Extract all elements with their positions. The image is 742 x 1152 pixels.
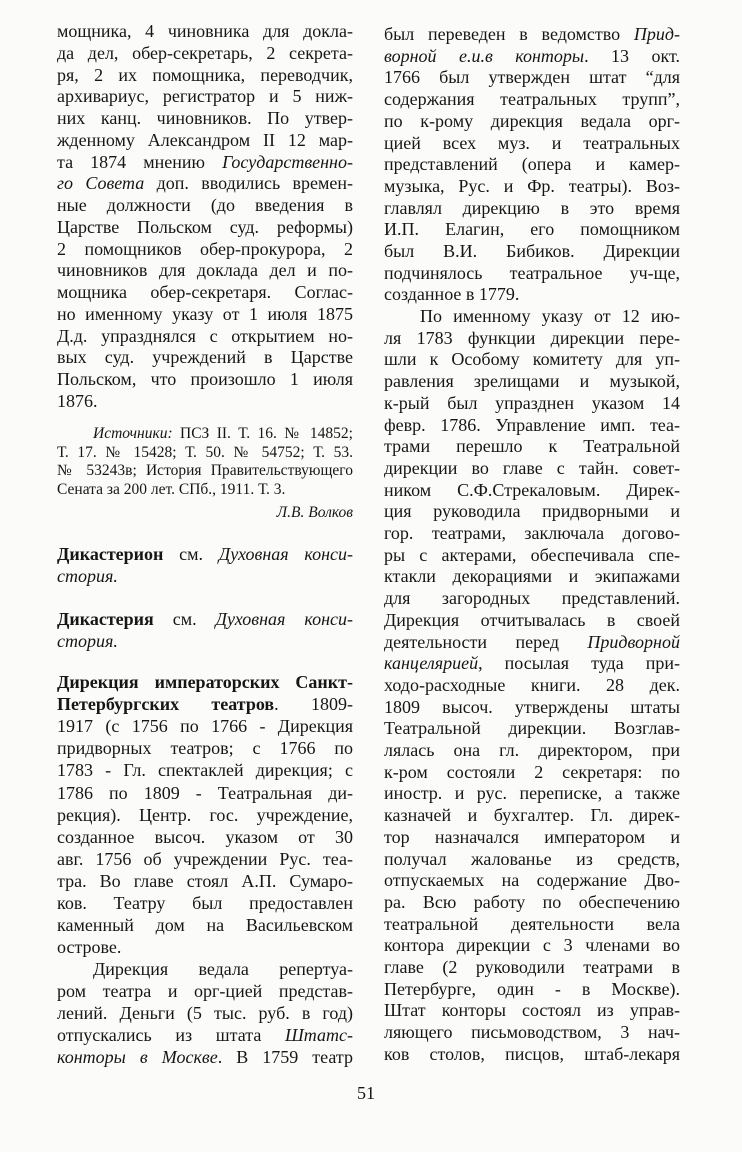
text: лялась она гл. директором, при bbox=[384, 740, 680, 760]
italic-text: Духовная конси- bbox=[218, 544, 353, 564]
paragraph-continued-line bbox=[384, 45, 680, 67]
sources-line bbox=[57, 481, 353, 499]
paragraph-continued-line bbox=[384, 283, 680, 305]
text: ков. Театру был предоставлен bbox=[57, 893, 353, 913]
paragraph-1783-line bbox=[384, 457, 680, 479]
text: 1809 высоч. утверждены штаты bbox=[384, 696, 680, 717]
paragraph-1783-line bbox=[384, 544, 680, 566]
text: ходо-расходные книги. 28 дек. bbox=[384, 674, 680, 695]
italic-text: канцелярией bbox=[384, 653, 479, 674]
paragraph-continued-line bbox=[384, 240, 680, 262]
text: к-рый был упразднен указом 14 bbox=[384, 392, 680, 413]
text: них канц. чиновников. По утвер- bbox=[57, 108, 353, 128]
text: см. bbox=[163, 544, 219, 564]
paragraph-continued-line bbox=[384, 262, 680, 284]
paragraph-continued-line bbox=[384, 197, 680, 219]
paragraph-1783-line bbox=[384, 761, 680, 783]
entry-dikasterion-line bbox=[57, 565, 353, 587]
text: 1876. bbox=[57, 390, 98, 411]
paragraph-repertoire-line bbox=[57, 958, 353, 980]
continued-article-text-line bbox=[57, 303, 353, 325]
paragraph-1783-line bbox=[384, 934, 680, 956]
paragraph-repertoire-line bbox=[57, 1046, 353, 1068]
continued-article-text-line bbox=[57, 259, 353, 281]
text: та 1874 мнению bbox=[57, 151, 223, 172]
italic-text: Штатс- bbox=[285, 1025, 353, 1045]
paragraph-continued-line bbox=[384, 175, 680, 197]
text: музыка, Рус. и Фр. театры). Воз- bbox=[384, 175, 680, 196]
text: Сената за 200 лет. СПб., 1911. Т. 3. bbox=[57, 480, 286, 498]
paragraph-1783-line bbox=[384, 370, 680, 392]
text: Театральной дирекции. Возглав- bbox=[384, 718, 680, 739]
entry-direktsiya-line bbox=[57, 782, 353, 804]
paragraph-continued-line bbox=[384, 23, 680, 45]
right-column bbox=[384, 0, 680, 1152]
continued-article-text-line bbox=[57, 20, 353, 42]
paragraph-1783-line bbox=[384, 891, 680, 913]
paragraph-1783-line bbox=[384, 522, 680, 544]
text: Польском, что произошло 1 июля bbox=[57, 369, 353, 389]
paragraph-1783-line bbox=[384, 782, 680, 804]
paragraph-continued-line bbox=[384, 66, 680, 88]
headword: Дикастерия bbox=[57, 609, 154, 629]
paragraph-1783-line bbox=[384, 587, 680, 609]
text: по к-рому дирекция ведала орг- bbox=[384, 110, 680, 131]
italic-text: Духовная конси- bbox=[215, 609, 353, 629]
text: Петербурге, один - в Москве). bbox=[384, 978, 680, 999]
text: созданное высоч. указом от 30 bbox=[57, 826, 353, 847]
text: ником С.Ф.Стрекаловым. Дирек- bbox=[384, 479, 680, 500]
sources-line bbox=[57, 425, 353, 443]
entry-direktsiya-line bbox=[57, 848, 353, 870]
entry-direktsiya-line bbox=[57, 936, 353, 958]
entry-direktsiya-line bbox=[57, 804, 353, 826]
continued-article-text-line bbox=[57, 129, 353, 151]
sources-line bbox=[57, 444, 353, 462]
paragraph-1783-line bbox=[384, 1021, 680, 1043]
continued-article-text-line bbox=[57, 238, 353, 260]
paragraph-1783-line bbox=[384, 739, 680, 761]
paragraph-continued-line bbox=[384, 88, 680, 110]
entry-direktsiya-line bbox=[57, 693, 353, 715]
text: Дирекция ведала репертуа- bbox=[93, 959, 353, 979]
text: к-ром состояли 2 секретаря: по bbox=[384, 761, 680, 782]
left-column bbox=[57, 0, 353, 1152]
text: каменный дом на Васильевском bbox=[57, 915, 353, 936]
text: главлял дирекцию в это время bbox=[384, 197, 680, 218]
paragraph-repertoire-line bbox=[57, 980, 353, 1002]
headword: Петербургских театров bbox=[57, 694, 275, 715]
text: театральной деятельности вела bbox=[384, 913, 680, 934]
text: деятельности перед bbox=[384, 631, 588, 652]
text: контора дирекции с 3 членами во bbox=[384, 935, 680, 956]
text: был переведен в ведомство bbox=[384, 24, 634, 44]
text: острове. bbox=[57, 937, 122, 958]
continued-article-text-line bbox=[57, 42, 353, 64]
continued-article-text-line bbox=[57, 172, 353, 194]
italic-text: конторы в Москве bbox=[57, 1047, 218, 1067]
continued-article-text-line bbox=[57, 194, 353, 216]
paragraph-1783-line bbox=[384, 631, 680, 653]
text: тра. Во главе стоял А.П. Сумаро- bbox=[57, 870, 353, 891]
text: ры с актерами, обеспечивала спе- bbox=[384, 544, 680, 565]
text: ря, 2 их помощника, переводчик, bbox=[57, 64, 353, 85]
text: см. bbox=[153, 609, 216, 629]
paragraph-1783-line bbox=[384, 848, 680, 870]
paragraph-1783-line bbox=[384, 652, 680, 674]
text: придворных театров; с 1766 по bbox=[57, 738, 353, 759]
entry-direktsiya-line bbox=[57, 671, 353, 693]
entry-direktsiya-line bbox=[57, 759, 353, 781]
paragraph-1783-line bbox=[384, 674, 680, 696]
text: подчинялось театральное уч-ще, bbox=[384, 262, 680, 283]
continued-article-text-line bbox=[57, 325, 353, 347]
text: 1766 был утвержден штат “для bbox=[384, 67, 680, 88]
text: ля 1783 функции дирекции пере- bbox=[384, 327, 680, 348]
text: главе (2 руководили театрами в bbox=[384, 957, 680, 977]
entry-direktsiya-line bbox=[57, 826, 353, 848]
text: ция руководила придворными и bbox=[384, 501, 680, 522]
italic-text: Л.В. Волков bbox=[276, 504, 353, 521]
paragraph-1783-line bbox=[384, 696, 680, 718]
paragraph-1783-line bbox=[384, 978, 680, 1000]
text: Т. 17. № 15428; Т. 50. № 54752; Т. 53. bbox=[57, 443, 353, 461]
text: ром театра и орг-цией представ- bbox=[57, 981, 353, 1001]
text: . 1809- bbox=[274, 694, 353, 715]
text: архивариус, регистратор и 5 ниж- bbox=[57, 86, 353, 107]
text: 2 помощников обер-прокурора, 2 bbox=[57, 238, 353, 259]
paragraph-1783-line bbox=[384, 826, 680, 848]
text: ков столов, писцов, штаб-лекаря bbox=[384, 1043, 680, 1064]
text: иностр. и рус. переписке, а также bbox=[384, 783, 680, 804]
text: представлений (опера и камер- bbox=[384, 154, 680, 175]
paragraph-1783-line bbox=[384, 717, 680, 739]
text: дирекции во главе с тайн. совет- bbox=[384, 457, 680, 478]
text: . В 1759 театр bbox=[217, 1047, 353, 1067]
text: Штат конторы состоял из управ- bbox=[384, 1000, 680, 1021]
entry-direktsiya-line bbox=[57, 914, 353, 936]
text: 1786 по 1809 - Театральная ди- bbox=[57, 782, 353, 803]
paragraph-1783-line bbox=[384, 609, 680, 631]
paragraph-repertoire-line bbox=[57, 1002, 353, 1024]
text: Дирекция отчитывалась в своей bbox=[384, 609, 680, 630]
text: равления зрелищами и музыкой, bbox=[384, 371, 680, 392]
text: шли к Особому комитету для уп- bbox=[384, 349, 680, 370]
text: ПСЗ II. Т. 16. № 14852; bbox=[172, 425, 353, 442]
italic-text: стория. bbox=[57, 631, 118, 651]
paragraph-1783-line bbox=[384, 913, 680, 935]
entry-dikasteriya-line bbox=[57, 608, 353, 630]
text: казначей и бухгалтер. Гл. дирек- bbox=[384, 805, 680, 826]
paragraph-1783-line bbox=[384, 999, 680, 1021]
italic-text: Прид- bbox=[633, 24, 680, 44]
paragraph-continued-line bbox=[384, 132, 680, 154]
text: отпускаемых на содержание Дво- bbox=[384, 870, 680, 891]
text: да дел, обер-секретарь, 2 секрета- bbox=[57, 42, 353, 63]
text: лений. Деньги (5 тыс. руб. в год) bbox=[57, 1003, 353, 1023]
entry-dikasterion-line bbox=[57, 543, 353, 565]
paragraph-1783-line bbox=[384, 500, 680, 522]
text: ные должности (до введения в bbox=[57, 195, 353, 215]
text: , посылая туда при- bbox=[478, 653, 680, 674]
paragraph-1783-line bbox=[384, 435, 680, 457]
text: ктакли декорациями и экипажами bbox=[384, 566, 680, 587]
entry-dikasteriya-line bbox=[57, 630, 353, 652]
text: авг. 1756 об учреждении Рус. теа- bbox=[57, 848, 353, 869]
continued-article-text-line bbox=[57, 390, 353, 412]
text: вых суд. учреждений в Царстве bbox=[57, 347, 353, 368]
italic-text: Придворной bbox=[587, 631, 680, 652]
paragraph-1783-line bbox=[384, 348, 680, 370]
continued-article-text-line bbox=[57, 216, 353, 238]
paragraph-1783-line bbox=[384, 1043, 680, 1065]
sources-line bbox=[57, 462, 353, 480]
text: трами перешло к Театральной bbox=[384, 436, 680, 457]
continued-article-text-line bbox=[57, 107, 353, 129]
paragraph-1783-line bbox=[384, 479, 680, 501]
text: жденному Александром II 12 мар- bbox=[57, 129, 353, 150]
paragraph-continued-line bbox=[384, 218, 680, 240]
continued-article-text-line bbox=[57, 151, 353, 173]
italic-text: Государственно- bbox=[222, 151, 353, 172]
continued-article-text-line bbox=[57, 281, 353, 303]
paragraph-1783-line bbox=[384, 392, 680, 414]
author-line bbox=[57, 504, 353, 522]
entry-direktsiya-line bbox=[57, 870, 353, 892]
text: мощника обер-секретаря. Соглас- bbox=[57, 282, 353, 302]
entry-direktsiya-line bbox=[57, 737, 353, 759]
text: По именному указу от 12 ию- bbox=[420, 306, 680, 326]
text: для загородных представлений. bbox=[384, 588, 680, 609]
text: отпускались из штата bbox=[57, 1025, 286, 1045]
continued-article-text-line bbox=[57, 368, 353, 390]
continued-article-text-line bbox=[57, 85, 353, 107]
text: но именному указу от 1 июля 1875 bbox=[57, 303, 353, 324]
italic-text: стория. bbox=[57, 566, 118, 586]
paragraph-1783-line bbox=[384, 414, 680, 436]
text: рекция). Центр. гос. учреждение, bbox=[57, 804, 353, 825]
paragraph-continued-line bbox=[384, 153, 680, 175]
text: февр. 1786. Управление имп. теа- bbox=[384, 414, 680, 435]
continued-article-text-line bbox=[57, 346, 353, 368]
continued-article-text-line bbox=[57, 64, 353, 86]
italic-text: го Совета bbox=[57, 173, 145, 194]
headword: Дикастерион bbox=[57, 544, 164, 564]
paragraph-continued-line bbox=[384, 110, 680, 132]
paragraph-1783-line bbox=[384, 956, 680, 978]
text: И.П. Елагин, его помощником bbox=[384, 219, 680, 240]
text: получал жалованье из средств, bbox=[384, 848, 680, 869]
paragraph-1783-line bbox=[384, 869, 680, 891]
text: содержания театральных трупп”, bbox=[384, 89, 680, 110]
paragraph-repertoire-line bbox=[57, 1024, 353, 1046]
text: 1917 (с 1756 по 1766 - Дирекция bbox=[57, 716, 353, 737]
headword: Дирекция императорских Санкт- bbox=[57, 672, 353, 692]
text: цией всех муз. и театральных bbox=[384, 132, 680, 153]
text: доп. вводились времен- bbox=[144, 173, 353, 194]
text: 1783 - Гл. спектаклей дирекция; с bbox=[57, 760, 353, 781]
text: № 53243в; История Правительствующего bbox=[57, 462, 353, 479]
entry-direktsiya-line bbox=[57, 892, 353, 914]
text: Д.д. упразднялся с открытием но- bbox=[57, 325, 353, 346]
text: тор назначался императором и bbox=[384, 826, 680, 847]
italic-text: ворной е.и.в конторы bbox=[384, 45, 585, 66]
text: . 13 окт. bbox=[584, 45, 680, 66]
text: ляющего письмоводством, 3 нач- bbox=[384, 1022, 680, 1043]
text: был В.И. Бибиков. Дирекции bbox=[384, 241, 680, 261]
text: ра. Всю работу по обеспечению bbox=[384, 891, 680, 912]
entry-direktsiya-line bbox=[57, 715, 353, 737]
text: созданное в 1779. bbox=[384, 284, 520, 305]
page-number: 51 bbox=[357, 1083, 375, 1103]
text: Царстве Польском суд. реформы) bbox=[57, 216, 353, 237]
paragraph-1783-line bbox=[384, 305, 680, 327]
paragraph-1783-line bbox=[384, 565, 680, 587]
paragraph-1783-line bbox=[384, 327, 680, 349]
italic-text: Источники: bbox=[93, 425, 173, 442]
text: мощника, 4 чиновника для докла- bbox=[57, 21, 353, 41]
paragraph-1783-line bbox=[384, 804, 680, 826]
text: чиновников для доклада дел и по- bbox=[57, 260, 353, 281]
text: гор. театрами, заключала догово- bbox=[384, 523, 680, 543]
